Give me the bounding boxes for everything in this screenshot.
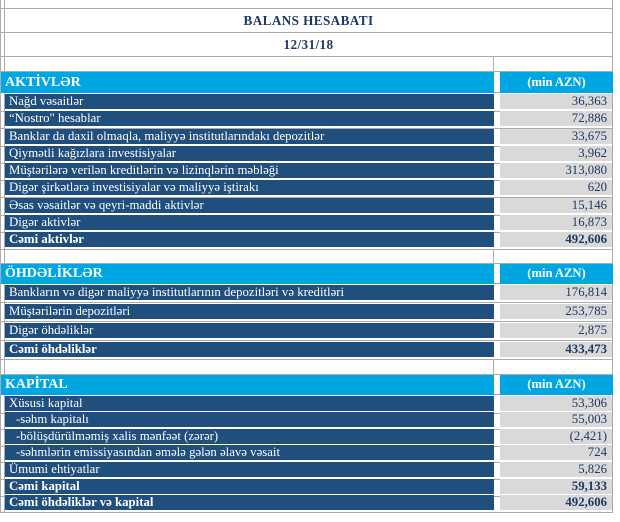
section — [0, 72, 620, 249]
table-row — [0, 341, 620, 360]
table-row — [0, 110, 620, 127]
section-title: ÖHDƏLİKLƏR — [0, 264, 494, 284]
row-value-cell — [500, 284, 613, 303]
row-label-cell — [5, 322, 494, 341]
row-label-cell — [5, 197, 494, 216]
row-value: 3,962 — [500, 146, 612, 161]
spacer-row — [0, 360, 620, 375]
row-label-cell — [5, 284, 494, 303]
row-value-cell — [500, 231, 613, 250]
row-value: (2,421) — [500, 429, 612, 444]
table-row — [0, 303, 620, 322]
table-row — [0, 179, 620, 196]
table-row — [0, 162, 620, 179]
section-rows — [0, 395, 620, 511]
section-header-row — [0, 72, 620, 93]
table-row — [0, 284, 620, 303]
row-value-cell — [500, 341, 613, 360]
sections-container — [0, 72, 620, 511]
report-date: 12/31/18 — [5, 33, 613, 57]
row-value-cell — [500, 162, 613, 181]
row-label-cell — [5, 93, 494, 112]
section-rows — [0, 284, 620, 360]
row-value: 59,133 — [500, 479, 612, 494]
date-row — [0, 33, 620, 57]
row-label-cell — [5, 162, 494, 181]
section-header-row — [0, 264, 620, 284]
table-row — [0, 145, 620, 162]
row-label: Banklar da daxil olmaqla, maliyyə institutlarındakı depozitlər — [5, 129, 494, 144]
row-label: -bölüşdürülməmiş xalis mənfəət (zərər) — [5, 429, 494, 444]
row-label: -səhmlərin emissiyasından əmələ gələn əlavə vəsait — [5, 445, 494, 460]
unit-label: (min AZN) — [500, 264, 613, 284]
row-value-cell — [500, 197, 613, 216]
title-row — [0, 9, 620, 33]
row-label-cell — [5, 341, 494, 360]
row-label: “Nostro" hesablar — [5, 111, 494, 126]
table-row — [0, 461, 620, 478]
row-value: 2,875 — [500, 323, 612, 338]
row-value-cell — [500, 494, 613, 513]
row-label: Cəmi öhdəliklər — [5, 342, 494, 357]
row-value: 16,873 — [500, 215, 612, 230]
row-value: 15,146 — [500, 198, 612, 213]
table-row — [0, 231, 620, 248]
row-label-cell — [5, 231, 494, 250]
row-value: 433,473 — [500, 342, 612, 357]
row-label: Digər aktivlər — [5, 215, 494, 230]
row-label: Digər şirkətlərə investisiyalar və maliyyə iştirakı — [5, 180, 494, 195]
table-row — [0, 197, 620, 214]
row-value: 55,003 — [500, 412, 612, 427]
row-label: Nağd vəsaitlər — [5, 94, 494, 109]
row-label: -səhm kapitalı — [5, 412, 494, 427]
unit-label: (min AZN) — [500, 375, 613, 395]
section-title: KAPİTAL — [0, 375, 494, 395]
row-label-cell — [5, 179, 494, 198]
table-row — [0, 214, 620, 231]
section-title: AKTİVLƏR — [0, 72, 494, 93]
unit-label: (min AZN) — [500, 72, 613, 93]
row-value-cell — [500, 179, 613, 198]
row-value: 492,606 — [500, 495, 612, 510]
row-label-cell — [5, 214, 494, 233]
row-label: Cəmi kapital — [5, 479, 494, 494]
table-row — [0, 478, 620, 495]
spacer-row — [0, 57, 620, 72]
table-row — [0, 93, 620, 110]
row-label: Cəmi aktivlər — [5, 232, 494, 247]
row-value-cell — [500, 214, 613, 233]
row-label-cell — [5, 110, 494, 129]
section — [0, 375, 620, 511]
row-value-cell — [500, 322, 613, 341]
table-row — [0, 411, 620, 428]
table-row — [0, 128, 620, 145]
table-row — [0, 494, 620, 511]
table-row — [0, 428, 620, 445]
row-label: Müştərilərə verilən kreditlərin və lizinqlərin məbləği — [5, 163, 494, 178]
row-value-cell — [500, 145, 613, 164]
top-spacer-row — [0, 0, 620, 9]
section-header-row — [0, 375, 620, 395]
row-value: 724 — [500, 445, 612, 460]
row-label: Cəmi öhdəliklər və kapital — [5, 495, 494, 510]
row-label: Bankların və digər maliyyə institutlarının depozitləri və kreditləri — [5, 285, 494, 300]
row-value: 492,606 — [500, 232, 612, 247]
row-value: 313,080 — [500, 163, 612, 178]
row-value: 176,814 — [500, 285, 612, 300]
row-label: Digər öhdəliklər — [5, 323, 494, 338]
row-value-cell — [500, 93, 613, 112]
row-value-cell — [500, 128, 613, 147]
table-row — [0, 322, 620, 341]
row-value: 5,826 — [500, 462, 612, 477]
row-value-cell — [500, 110, 613, 129]
row-label: Qiymətli kağızlara investisiyalar — [5, 146, 494, 161]
row-value: 72,886 — [500, 111, 612, 126]
section — [0, 264, 620, 360]
row-label: Ümumi ehtiyatlar — [5, 462, 494, 477]
page-title: BALANS HESABATI — [5, 9, 613, 33]
row-label-cell — [5, 145, 494, 164]
row-label: Müştərilərin depozitləri — [5, 304, 494, 319]
section-rows — [0, 93, 620, 249]
row-label: Əsas vəsaitlər və qeyri-maddi aktivlər — [5, 198, 494, 213]
table-row — [0, 395, 620, 412]
row-value: 33,675 — [500, 129, 612, 144]
row-value: 620 — [500, 180, 612, 195]
row-label-cell — [5, 494, 494, 513]
table-row — [0, 444, 620, 461]
row-label: Xüsusi kapital — [5, 396, 494, 411]
row-value-cell — [500, 303, 613, 322]
row-value: 36,363 — [500, 94, 612, 109]
row-value: 253,785 — [500, 304, 612, 319]
row-label-cell — [5, 128, 494, 147]
row-value: 53,306 — [500, 396, 612, 411]
spacer-row — [0, 249, 620, 264]
row-label-cell — [5, 303, 494, 322]
